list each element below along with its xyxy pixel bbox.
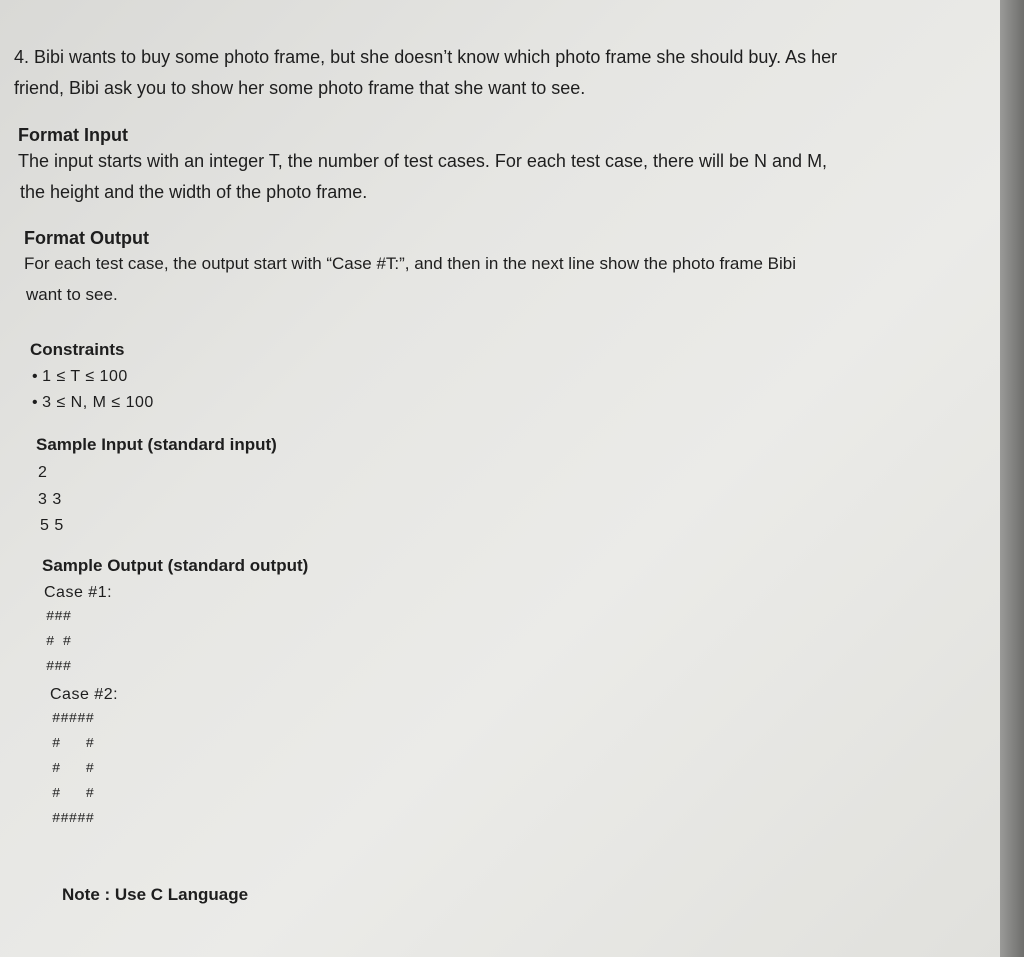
format-input-line-2: the height and the width of the photo frame.	[20, 182, 368, 202]
case-1-frame: ### # # ###	[46, 609, 72, 675]
sample-input-line-1: 2	[38, 464, 48, 481]
sample-output-heading: Sample Output (standard output)	[42, 556, 309, 575]
format-output-line-1: For each test case, the output start with “Case #T:”, and then in the next line show the photo frame Bibi	[24, 254, 797, 273]
constraints-heading: Constraints	[30, 340, 125, 359]
constraint-item-2: • 3 ≤ N, M ≤ 100	[32, 392, 154, 414]
case-2-label: Case #2:	[50, 686, 119, 703]
sample-input-heading: Sample Input (standard input)	[36, 435, 277, 454]
constraint-item-1: • 1 ≤ T ≤ 100	[32, 366, 128, 388]
format-output-heading: Format Output	[24, 228, 149, 248]
monitor-bezel-edge	[1000, 0, 1024, 957]
case-2-frame: ##### # # # # # # #####	[52, 711, 95, 827]
problem-line-2: friend, Bibi ask you to show her some photo frame that she want to see.	[14, 78, 586, 98]
format-input-heading: Format Input	[18, 125, 128, 145]
note-text: Note : Use C Language	[62, 885, 249, 904]
sample-input-line-2: 3 3	[38, 491, 62, 508]
format-input-line-1: The input starts with an integer T, the number of test cases. For each test case, there will be N and M,	[18, 151, 828, 171]
sample-input-line-3: 5 5	[40, 517, 64, 534]
problem-line-1: 4. Bibi wants to buy some photo frame, but she doesn’t know which photo frame she should buy. As her	[14, 47, 838, 67]
case-1-label: Case #1:	[44, 584, 113, 601]
format-output-line-2: want to see.	[26, 285, 118, 304]
